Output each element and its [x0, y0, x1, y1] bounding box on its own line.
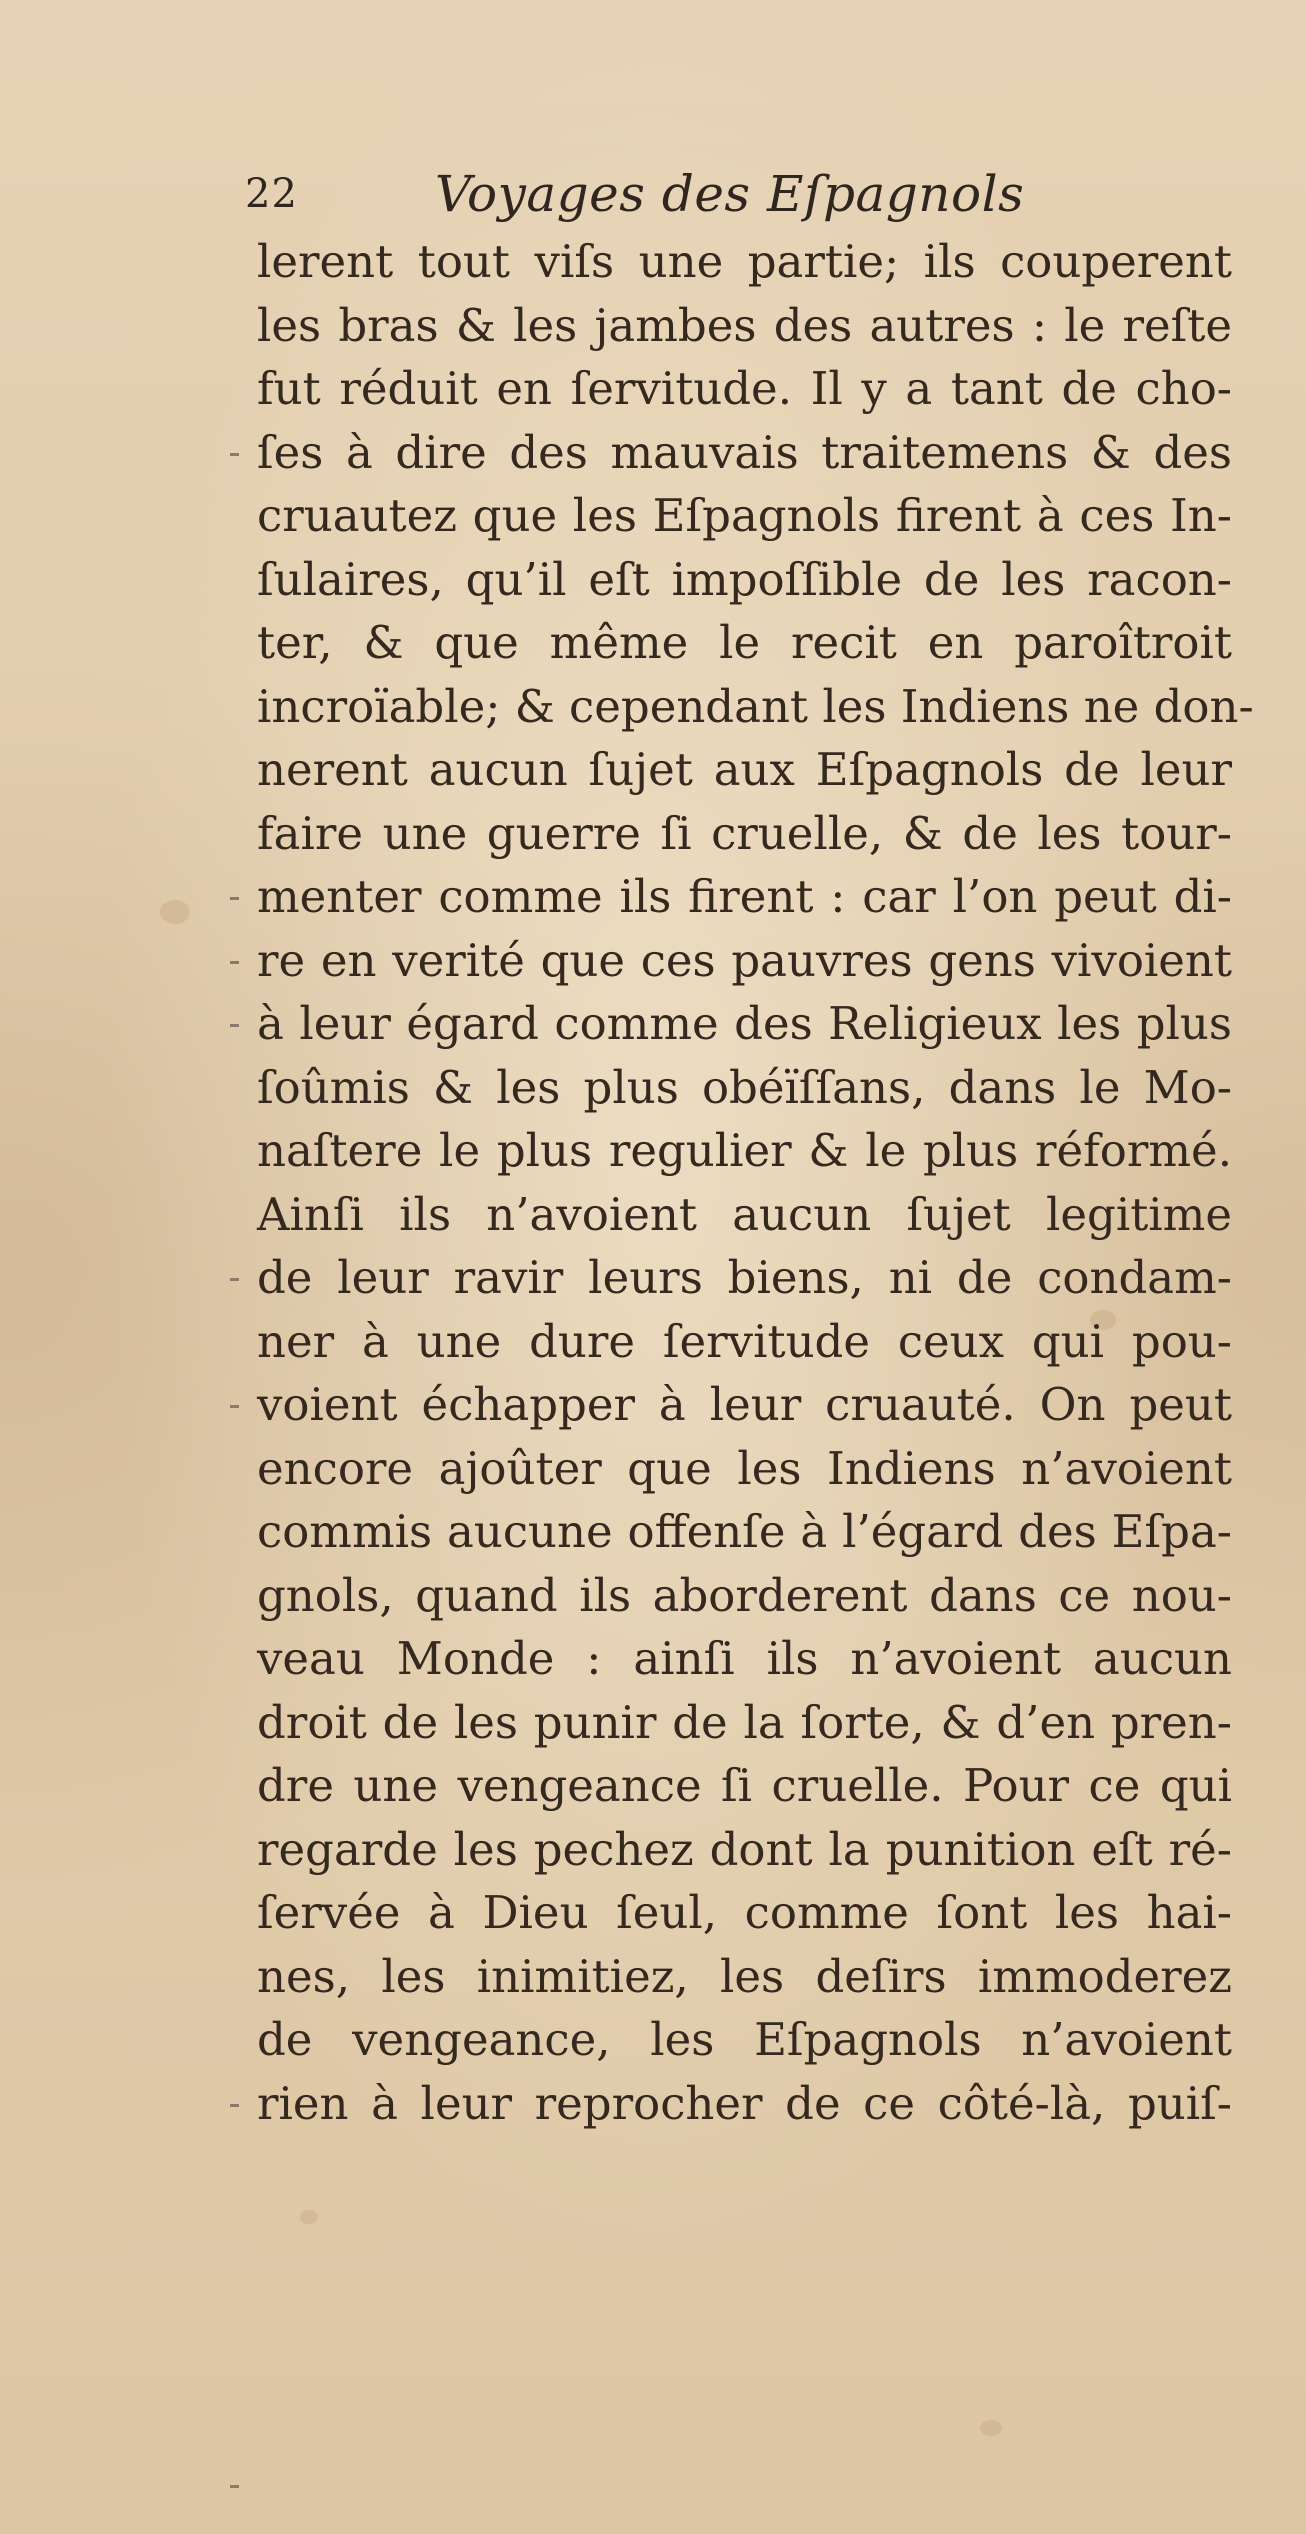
text-line: commis aucune offenſe à l’égard des Eſpa- [257, 1505, 1232, 1558]
margin-mark [230, 453, 239, 456]
margin-mark [230, 961, 239, 964]
text-line: re en verité que ces pauvres gens vivoient [257, 933, 1232, 987]
paper-stain [980, 2420, 1002, 2436]
text-line: droit de les punir de la ſorte, & d’en pren- [257, 1695, 1232, 1749]
margin-mark [230, 897, 239, 900]
running-title: Voyages des Eſpagnols [435, 165, 1025, 223]
text-line: de vengeance, les Eſpagnols n’avoient [257, 2013, 1232, 2066]
text-line: regarde les pechez dont la punition eſt ré- [257, 1822, 1232, 1876]
text-line: ner à une dure ſervitude ceux qui pou- [257, 1314, 1232, 1368]
text-line: dre une vengeance ſi cruelle. Pour ce qui [257, 1759, 1232, 1812]
text-line: ſulaires, qu’il eſt impoſſible de les racon- [257, 552, 1232, 606]
text-line: encore ajoûter que les Indiens n’avoient [257, 1441, 1232, 1495]
text-line: nes, les inimitiez, les deſirs immoderez [257, 1949, 1232, 2003]
text-line: gnols, quand ils aborderent dans ce nou- [257, 1568, 1232, 1622]
text-line: lerent tout viſs une partie; ils couperent [257, 235, 1232, 288]
text-line: rien à leur reprocher de ce côté-là, puiſ- [257, 2076, 1232, 2130]
margin-mark [230, 2485, 239, 2488]
text-line: ſes à dire des mauvais traitemens & des [257, 425, 1232, 479]
text-line: voient échapper à leur cruauté. On peut [257, 1378, 1232, 1431]
text-line: les bras & les jambes des autres : le reſte [257, 298, 1232, 352]
margin-mark [230, 2104, 239, 2107]
margin-mark [230, 1024, 239, 1027]
text-line: menter comme ils firent : car l’on peut di- [257, 870, 1232, 923]
margin-mark [230, 1278, 239, 1281]
paper-stain [160, 900, 190, 924]
text-line: à leur égard comme des Religieux les plus [257, 997, 1232, 1050]
text-line: ter, & que même le recit en paroîtroit [257, 616, 1232, 669]
margin-mark [230, 1405, 239, 1408]
text-line: de leur ravir leurs biens, ni de condam- [257, 1251, 1232, 1304]
text-line: faire une guerre ſi cruelle, & de les tour- [257, 806, 1232, 860]
page-number: 22 [245, 171, 298, 217]
text-line: ſoûmis & les plus obéïſſans, dans le Mo- [257, 1060, 1232, 1114]
paper-stain [300, 2210, 318, 2224]
text-line: cruautez que les Eſpagnols firent à ces In- [257, 489, 1232, 542]
text-line: veau Monde : ainſi ils n’avoient aucun [257, 1632, 1232, 1685]
text-line: fut réduit en ſervitude. Il y a tant de cho- [257, 362, 1232, 415]
body-text [257, 230, 1254, 2135]
page-header [245, 157, 1165, 229]
text-line: incroïable; & cependant les Indiens ne don- [257, 679, 1254, 733]
text-line: naſtere le plus regulier & le plus réformé. [257, 1124, 1232, 1177]
text-line: ſervée à Dieu ſeul, comme ſont les hai- [257, 1886, 1232, 1939]
text-line: nerent aucun ſujet aux Eſpagnols de leur [257, 743, 1232, 796]
text-line: Ainſi ils n’avoient aucun ſujet legitime [257, 1187, 1232, 1241]
